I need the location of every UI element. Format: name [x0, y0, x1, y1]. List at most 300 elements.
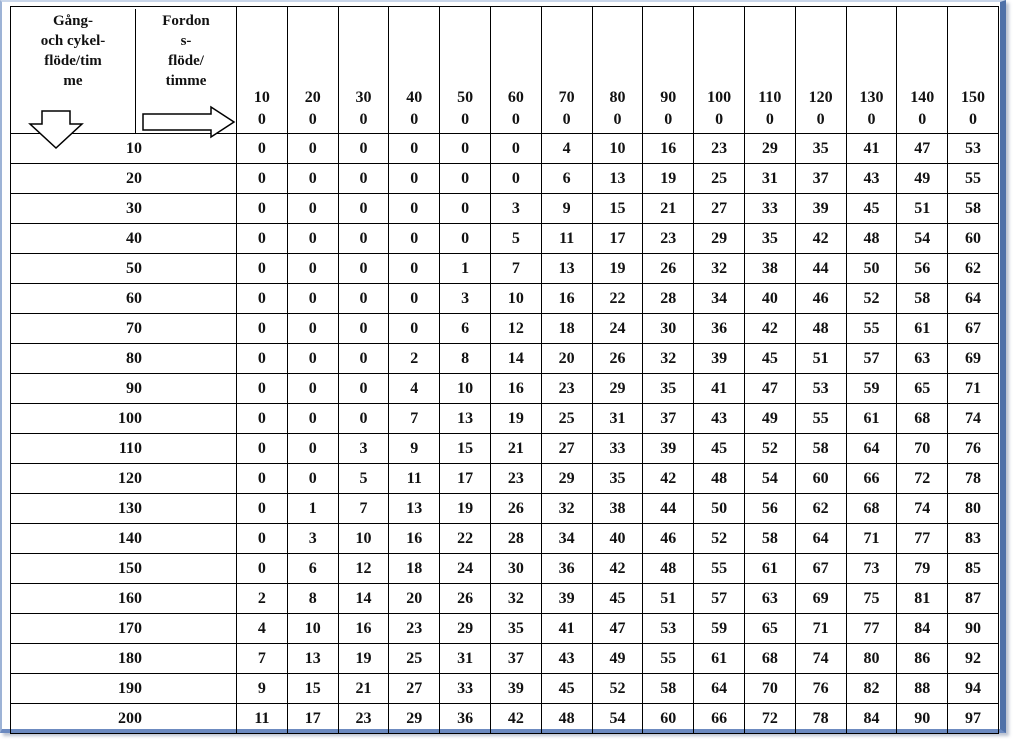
table-cell: 0 — [287, 344, 338, 374]
table-row — [11, 224, 999, 254]
table-cell: 75 — [846, 584, 897, 614]
table-cell: 32 — [643, 344, 694, 374]
table-cell: 0 — [490, 164, 541, 194]
table-row — [11, 494, 999, 524]
row-label: 160 — [11, 584, 237, 614]
table-cell: 80 — [948, 494, 999, 524]
table-cell: 0 — [338, 224, 389, 254]
table-cell: 23 — [694, 134, 745, 164]
table-cell: 50 — [694, 494, 745, 524]
table-cell: 41 — [541, 614, 592, 644]
table-cell: 0 — [440, 194, 491, 224]
table-cell: 50 — [846, 254, 897, 284]
table-row — [11, 554, 999, 584]
table-cell: 0 — [287, 434, 338, 464]
table-cell: 0 — [287, 404, 338, 434]
table-cell: 21 — [338, 674, 389, 704]
table-cell: 31 — [744, 164, 795, 194]
table-cell: 0 — [338, 374, 389, 404]
table-cell: 10 — [287, 614, 338, 644]
table-cell: 23 — [643, 224, 694, 254]
table-cell: 67 — [948, 314, 999, 344]
table-cell: 74 — [897, 494, 948, 524]
table-cell: 52 — [846, 284, 897, 314]
column-header-line: 110 — [758, 89, 782, 106]
table-cell: 54 — [744, 464, 795, 494]
table-cell: 69 — [948, 344, 999, 374]
table-cell: 0 — [237, 554, 288, 584]
table-cell: 23 — [490, 464, 541, 494]
table-cell: 71 — [795, 614, 846, 644]
table-cell: 13 — [389, 494, 440, 524]
table-cell: 46 — [643, 524, 694, 554]
table-cell: 27 — [389, 674, 440, 704]
table-row — [11, 434, 999, 464]
table-cell: 53 — [643, 614, 694, 644]
table-cell: 48 — [643, 554, 694, 584]
column-header-line: 0 — [562, 111, 571, 128]
column-header — [389, 7, 440, 134]
table-row — [11, 284, 999, 314]
table-cell: 26 — [490, 494, 541, 524]
table-cell: 64 — [846, 434, 897, 464]
table-cell: 11 — [541, 224, 592, 254]
table-cell: 32 — [490, 584, 541, 614]
table-cell: 0 — [237, 164, 288, 194]
table-cell: 2 — [237, 584, 288, 614]
table-cell: 0 — [237, 494, 288, 524]
table-cell: 87 — [948, 584, 999, 614]
column-header-line: 0 — [359, 111, 368, 128]
table-cell: 41 — [694, 374, 745, 404]
table-cell: 36 — [440, 704, 491, 734]
column-header-line: 140 — [910, 89, 935, 106]
table-row — [11, 704, 999, 734]
table-cell: 0 — [287, 464, 338, 494]
table-cell: 0 — [237, 194, 288, 224]
table-cell: 68 — [846, 494, 897, 524]
table-cell: 0 — [338, 254, 389, 284]
table-cell: 19 — [490, 404, 541, 434]
column-header-line: 70 — [558, 89, 575, 106]
table-cell: 13 — [287, 644, 338, 674]
table-cell: 19 — [440, 494, 491, 524]
table-cell: 74 — [795, 644, 846, 674]
row-label: 40 — [11, 224, 237, 254]
table-cell: 37 — [490, 644, 541, 674]
table-cell: 76 — [795, 674, 846, 704]
table-cell: 0 — [338, 164, 389, 194]
table-cell: 17 — [287, 704, 338, 734]
column-header — [846, 7, 897, 134]
table-cell: 86 — [897, 644, 948, 674]
table-cell: 4 — [389, 374, 440, 404]
table-cell: 0 — [237, 254, 288, 284]
table-cell: 63 — [897, 344, 948, 374]
column-header-line: 0 — [816, 111, 825, 128]
table-cell: 23 — [541, 374, 592, 404]
table-cell: 8 — [287, 584, 338, 614]
row-label: 20 — [11, 164, 237, 194]
table-cell: 34 — [694, 284, 745, 314]
table-cell: 64 — [948, 284, 999, 314]
column-header-line: 100 — [707, 89, 732, 106]
table-cell: 5 — [338, 464, 389, 494]
table-cell: 97 — [948, 704, 999, 734]
col-header-line: s- — [180, 33, 192, 49]
table-cell: 48 — [846, 224, 897, 254]
table-cell: 23 — [389, 614, 440, 644]
row-header-line: flöde/tim — [44, 53, 102, 69]
table-cell: 29 — [694, 224, 745, 254]
row-label: 100 — [11, 404, 237, 434]
table-cell: 25 — [541, 404, 592, 434]
table-cell: 69 — [795, 584, 846, 614]
table-cell: 0 — [338, 344, 389, 374]
column-header — [237, 7, 288, 134]
table-cell: 0 — [490, 134, 541, 164]
table-cell: 3 — [490, 194, 541, 224]
table-row — [11, 644, 999, 674]
table-row — [11, 344, 999, 374]
table-cell: 23 — [338, 704, 389, 734]
table-cell: 62 — [948, 254, 999, 284]
table-cell: 44 — [795, 254, 846, 284]
table-row — [11, 584, 999, 614]
table-cell: 18 — [541, 314, 592, 344]
table-cell: 40 — [592, 524, 643, 554]
row-label: 90 — [11, 374, 237, 404]
column-header — [694, 7, 745, 134]
table-cell: 28 — [643, 284, 694, 314]
table-cell: 0 — [389, 134, 440, 164]
table-cell: 5 — [490, 224, 541, 254]
table-body — [11, 134, 999, 734]
data-table — [10, 6, 999, 734]
table-cell: 32 — [694, 254, 745, 284]
table-cell: 43 — [541, 644, 592, 674]
table-cell: 0 — [237, 374, 288, 404]
table-cell: 29 — [592, 374, 643, 404]
table-cell: 71 — [948, 374, 999, 404]
table-cell: 61 — [846, 404, 897, 434]
column-header — [897, 7, 948, 134]
table-cell: 54 — [592, 704, 643, 734]
table-row — [11, 374, 999, 404]
table-cell: 43 — [694, 404, 745, 434]
table-cell: 30 — [490, 554, 541, 584]
table-cell: 58 — [744, 524, 795, 554]
table-cell: 0 — [237, 134, 288, 164]
table-cell: 88 — [897, 674, 948, 704]
table-row — [11, 674, 999, 704]
table-cell: 18 — [389, 554, 440, 584]
table-cell: 41 — [846, 134, 897, 164]
table-cell: 24 — [592, 314, 643, 344]
col-header-label — [141, 11, 231, 91]
column-header-line: 0 — [918, 111, 927, 128]
column-header-line: 60 — [507, 89, 524, 106]
column-header — [287, 7, 338, 134]
table-cell: 17 — [592, 224, 643, 254]
column-header-line: 20 — [304, 89, 321, 106]
table-cell: 44 — [643, 494, 694, 524]
table-cell: 0 — [389, 194, 440, 224]
column-header-line: 0 — [765, 111, 774, 128]
table-cell: 90 — [897, 704, 948, 734]
table-cell: 3 — [338, 434, 389, 464]
table-cell: 13 — [541, 254, 592, 284]
table-cell: 26 — [592, 344, 643, 374]
row-label: 70 — [11, 314, 237, 344]
table-cell: 48 — [694, 464, 745, 494]
row-label: 140 — [11, 524, 237, 554]
table-cell: 65 — [897, 374, 948, 404]
table-row — [11, 464, 999, 494]
table-cell: 74 — [948, 404, 999, 434]
table-cell: 34 — [541, 524, 592, 554]
table-cell: 72 — [897, 464, 948, 494]
header-row — [11, 7, 999, 134]
table-cell: 60 — [643, 704, 694, 734]
table-cell: 9 — [541, 194, 592, 224]
table-cell: 70 — [744, 674, 795, 704]
table-cell: 0 — [237, 224, 288, 254]
table-cell: 10 — [440, 374, 491, 404]
table-cell: 84 — [897, 614, 948, 644]
table-cell: 22 — [440, 524, 491, 554]
row-label: 80 — [11, 344, 237, 374]
table-cell: 47 — [592, 614, 643, 644]
table-cell: 7 — [237, 644, 288, 674]
table-cell: 14 — [338, 584, 389, 614]
column-header-line: 0 — [867, 111, 876, 128]
table-cell: 51 — [643, 584, 694, 614]
table-cell: 48 — [795, 314, 846, 344]
table-cell: 61 — [744, 554, 795, 584]
table-cell: 78 — [948, 464, 999, 494]
table-cell: 53 — [795, 374, 846, 404]
table-cell: 11 — [389, 464, 440, 494]
table-cell: 16 — [490, 374, 541, 404]
table-cell: 61 — [897, 314, 948, 344]
table-cell: 9 — [389, 434, 440, 464]
table-row — [11, 164, 999, 194]
table-cell: 53 — [948, 134, 999, 164]
table-cell: 45 — [744, 344, 795, 374]
table-cell: 24 — [440, 554, 491, 584]
table-cell: 68 — [897, 404, 948, 434]
row-label: 110 — [11, 434, 237, 464]
table-cell: 20 — [541, 344, 592, 374]
column-header-line: 40 — [406, 89, 423, 106]
row-label: 50 — [11, 254, 237, 284]
table-cell: 64 — [795, 524, 846, 554]
table-cell: 42 — [643, 464, 694, 494]
table-cell: 38 — [592, 494, 643, 524]
table-cell: 82 — [846, 674, 897, 704]
table-cell: 29 — [440, 614, 491, 644]
table-cell: 78 — [795, 704, 846, 734]
table-cell: 12 — [338, 554, 389, 584]
table-row — [11, 404, 999, 434]
table-cell: 10 — [592, 134, 643, 164]
table-cell: 27 — [541, 434, 592, 464]
table-cell: 16 — [389, 524, 440, 554]
table-cell: 32 — [541, 494, 592, 524]
table-cell: 17 — [440, 464, 491, 494]
row-label: 150 — [11, 554, 237, 584]
table-cell: 55 — [948, 164, 999, 194]
table-cell: 37 — [795, 164, 846, 194]
table-cell: 55 — [694, 554, 745, 584]
table-cell: 6 — [541, 164, 592, 194]
table-cell: 49 — [592, 644, 643, 674]
row-header-label — [13, 11, 133, 91]
table-row — [11, 194, 999, 224]
table-cell: 48 — [541, 704, 592, 734]
table-cell: 4 — [541, 134, 592, 164]
table-cell: 19 — [643, 164, 694, 194]
column-header-line: 120 — [808, 89, 833, 106]
arrow-right-icon — [141, 105, 237, 139]
column-header — [338, 7, 389, 134]
row-label: 180 — [11, 644, 237, 674]
table-cell: 6 — [440, 314, 491, 344]
table-cell: 10 — [338, 524, 389, 554]
column-header — [592, 7, 643, 134]
table-cell: 1 — [440, 254, 491, 284]
table-cell: 15 — [287, 674, 338, 704]
table-cell: 0 — [237, 284, 288, 314]
table-cell: 0 — [287, 314, 338, 344]
table-row — [11, 314, 999, 344]
table-cell: 84 — [846, 704, 897, 734]
table-cell: 0 — [389, 164, 440, 194]
table-row — [11, 524, 999, 554]
table-cell: 36 — [541, 554, 592, 584]
table-cell: 36 — [694, 314, 745, 344]
table-cell: 38 — [744, 254, 795, 284]
table-cell: 52 — [744, 434, 795, 464]
table-cell: 54 — [897, 224, 948, 254]
column-header-line: 0 — [461, 111, 470, 128]
table-cell: 21 — [643, 194, 694, 224]
table-cell: 61 — [694, 644, 745, 674]
column-header-line: 150 — [961, 89, 986, 106]
table-cell: 42 — [490, 704, 541, 734]
table-cell: 45 — [592, 584, 643, 614]
table-cell: 58 — [795, 434, 846, 464]
table-cell: 47 — [744, 374, 795, 404]
column-header-line: 0 — [613, 111, 622, 128]
table-cell: 0 — [440, 224, 491, 254]
table-cell: 51 — [795, 344, 846, 374]
table-cell: 35 — [592, 464, 643, 494]
arrow-down-icon — [28, 110, 84, 150]
table-cell: 16 — [643, 134, 694, 164]
table-cell: 19 — [338, 644, 389, 674]
table-cell: 15 — [440, 434, 491, 464]
table-cell: 0 — [237, 314, 288, 344]
table-cell: 73 — [846, 554, 897, 584]
row-label: 60 — [11, 284, 237, 314]
table-cell: 57 — [846, 344, 897, 374]
table-cell: 59 — [846, 374, 897, 404]
column-header-line: 0 — [257, 111, 266, 128]
table-cell: 20 — [389, 584, 440, 614]
table-cell: 45 — [541, 674, 592, 704]
table-cell: 58 — [948, 194, 999, 224]
table-cell: 0 — [237, 404, 288, 434]
table-cell: 0 — [237, 344, 288, 374]
table-cell: 0 — [287, 224, 338, 254]
table-cell: 0 — [338, 284, 389, 314]
table-cell: 94 — [948, 674, 999, 704]
table-cell: 16 — [338, 614, 389, 644]
table-cell: 11 — [237, 704, 288, 734]
table-cell: 13 — [440, 404, 491, 434]
table-cell: 0 — [338, 134, 389, 164]
table-cell: 35 — [795, 134, 846, 164]
column-header-line: 90 — [660, 89, 677, 106]
table-cell: 21 — [490, 434, 541, 464]
table-cell: 59 — [694, 614, 745, 644]
table-cell: 42 — [795, 224, 846, 254]
table-cell: 39 — [795, 194, 846, 224]
table-cell: 35 — [744, 224, 795, 254]
table-cell: 35 — [490, 614, 541, 644]
table-cell: 0 — [440, 134, 491, 164]
table-cell: 79 — [897, 554, 948, 584]
table-cell: 85 — [948, 554, 999, 584]
table-cell: 58 — [897, 284, 948, 314]
table-cell: 22 — [592, 284, 643, 314]
table-cell: 7 — [490, 254, 541, 284]
table-cell: 28 — [490, 524, 541, 554]
table-cell: 29 — [389, 704, 440, 734]
table-cell: 31 — [440, 644, 491, 674]
table-cell: 3 — [287, 524, 338, 554]
table-cell: 55 — [846, 314, 897, 344]
table-cell: 70 — [897, 434, 948, 464]
column-header — [948, 7, 999, 134]
table-cell: 0 — [440, 164, 491, 194]
col-header-line: Fordon — [162, 13, 210, 29]
table-cell: 26 — [440, 584, 491, 614]
table-cell: 33 — [744, 194, 795, 224]
table-cell: 15 — [592, 194, 643, 224]
table-cell: 49 — [744, 404, 795, 434]
table-cell: 76 — [948, 434, 999, 464]
row-label: 30 — [11, 194, 237, 224]
table-cell: 0 — [338, 314, 389, 344]
table-cell: 90 — [948, 614, 999, 644]
table-cell: 6 — [287, 554, 338, 584]
table-cell: 1 — [287, 494, 338, 524]
table-cell: 13 — [592, 164, 643, 194]
table-cell: 10 — [490, 284, 541, 314]
table-cell: 77 — [846, 614, 897, 644]
table-cell: 45 — [846, 194, 897, 224]
column-header — [440, 7, 491, 134]
row-label: 120 — [11, 464, 237, 494]
table-row — [11, 614, 999, 644]
row-label: 190 — [11, 674, 237, 704]
table-cell: 0 — [389, 224, 440, 254]
table-cell: 72 — [744, 704, 795, 734]
table-cell: 83 — [948, 524, 999, 554]
